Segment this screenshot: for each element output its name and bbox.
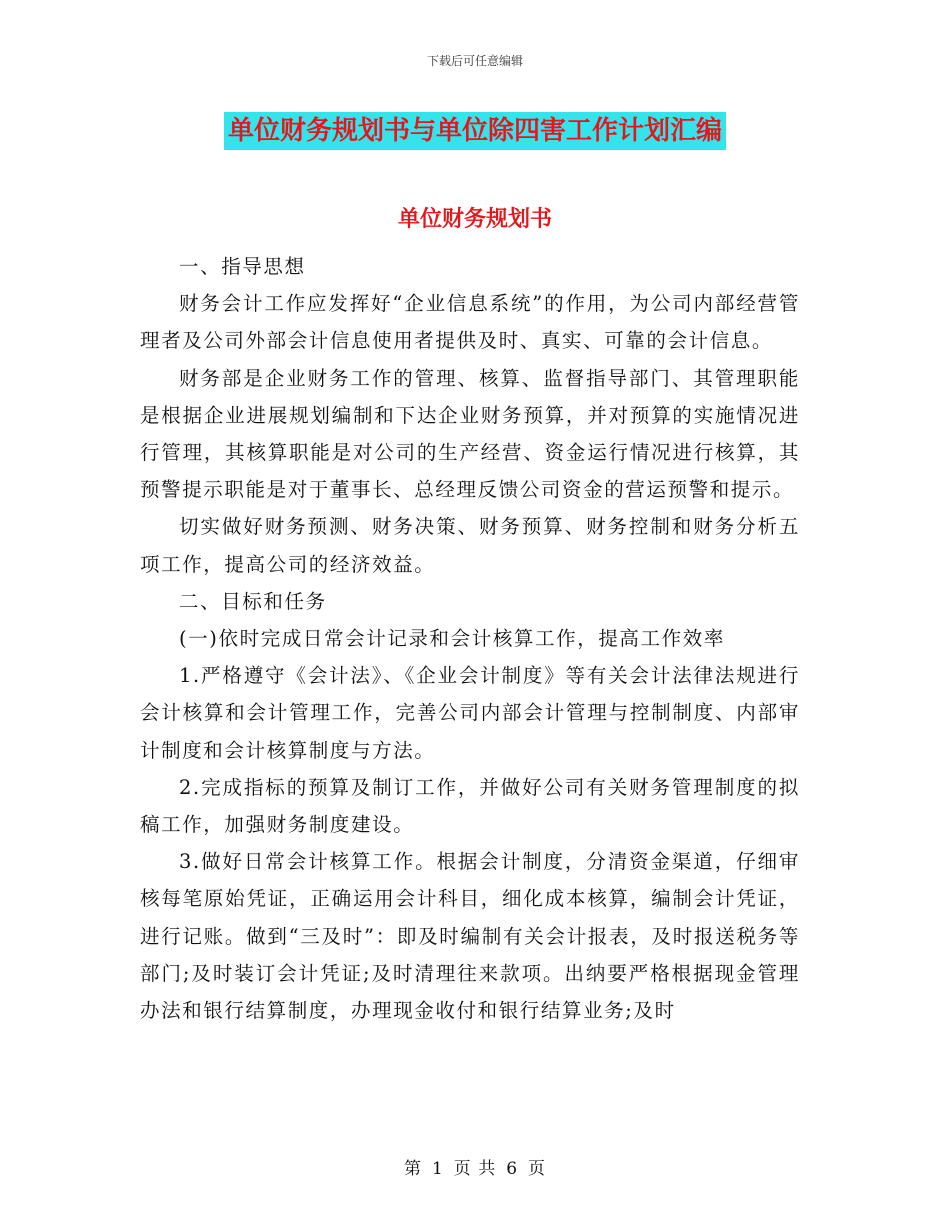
main-title-container <box>0 112 950 150</box>
page-number: 1 <box>431 1159 444 1179</box>
subheading: (一)依时完成日常会计记录和会计核算工作，提高工作效率 <box>179 627 725 651</box>
footer-suffix: 页 <box>528 1159 547 1179</box>
document-body <box>140 248 800 1029</box>
section-title: 单位财务规划书 <box>397 206 552 232</box>
paragraph: 切实做好财务预测、财务决策、财务预算、财务控制和财务分析五项工作，提高公司的经济效益。 <box>140 515 800 576</box>
list-item: 1.严格遵守《会计法》、《企业会计制度》等有关会计法律法规进行会计核算和会计管理工作，完善公司内部会计管理与控制制度、内部审计制度和会计核算制度与方法。 <box>140 664 800 762</box>
document-title: 单位财务规划书与单位除四害工作计划汇编 <box>224 112 726 150</box>
footer-prefix: 第 <box>403 1159 422 1179</box>
paragraph: 财务部是企业财务工作的管理、核算、监督指导部门、其管理职能是根据企业进展规划编制和下达企业财务预算，并对预算的实施情况进行管理，其核算职能是对公司的生产经营、资金运行情况进行核算，其预警提示职能是对于董事长、总经理反馈公司资金的营运预警和提示。 <box>140 366 800 502</box>
paragraph: 财务会计工作应发挥好“企业信息系统”的作用，为公司内部经营管理者及公司外部会计信息使用者提供及时、真实、可靠的会计信息。 <box>140 292 800 353</box>
page-footer <box>0 1154 950 1179</box>
footer-middle: 页 共 <box>453 1159 497 1179</box>
list-item: 2.完成指标的预算及制订工作，并做好公司有关财务管理制度的拟稿工作，加强财务制度建设。 <box>140 775 800 837</box>
list-item: 3.做好日常会计核算工作。根据会计制度，分清资金渠道，仔细审核每笔原始凭证，正确运用会计科目，细化成本核算，编制会计凭证，进行记账。做到“三及时”：即及时编制有关会计报表，及时报送税务等部门;及时装订会计凭证;及时清理往来款项。出纳要严格根据现金管理办法和银行结算制度，办理现金收付和银行结算业务;及时 <box>140 850 800 1023</box>
total-pages: 6 <box>506 1159 519 1179</box>
page-header-note: 下载后可任意编辑 <box>426 54 523 68</box>
heading-goals-tasks: 二、目标和任务 <box>179 589 327 613</box>
heading-guiding-thought: 一、指导思想 <box>179 255 306 278</box>
